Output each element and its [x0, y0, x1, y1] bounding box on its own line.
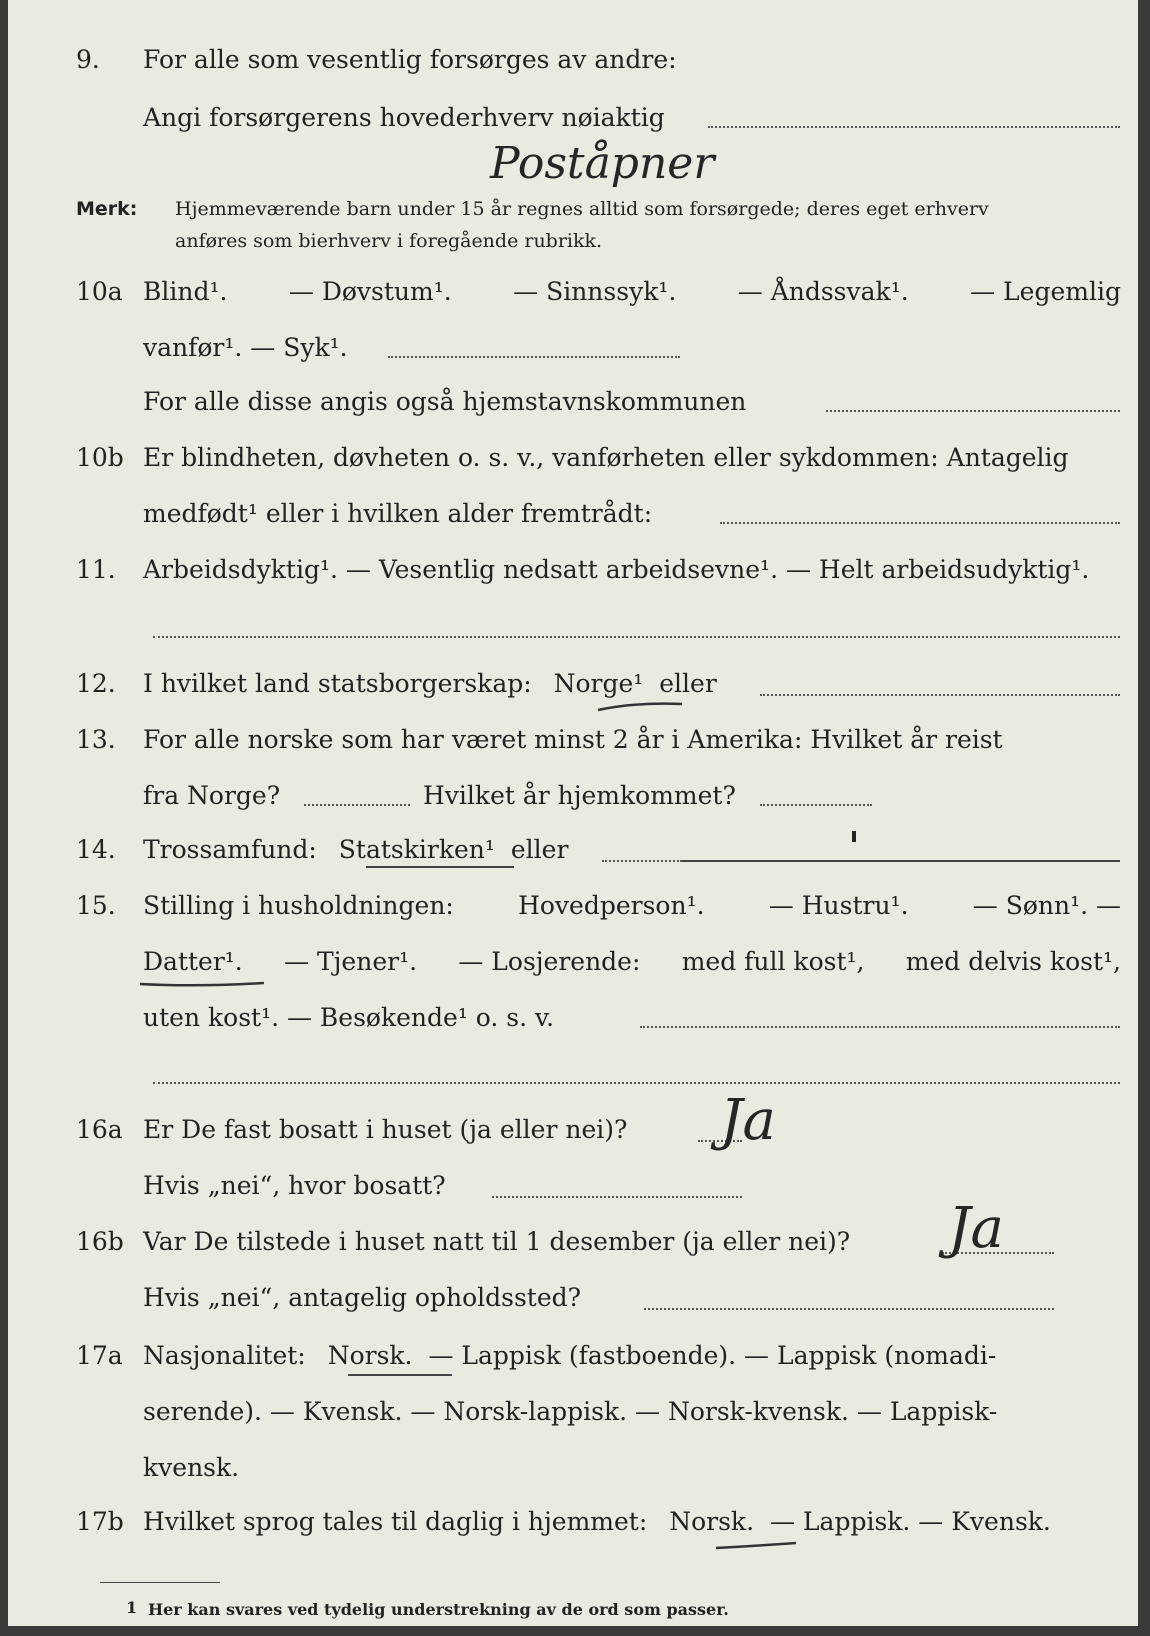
- q17b-options: — Lappisk. — Kvensk.: [769, 1507, 1051, 1536]
- q14-question: Trossamfund:: [143, 835, 317, 864]
- q12-number: 12.: [76, 669, 116, 698]
- merk-line1: Hjemmeværende barn under 15 år regnes alltid som forsørgede; deres eget erhverv: [175, 198, 989, 220]
- option-full-kost: med full kost¹,: [681, 947, 865, 976]
- q14-answer-line: [682, 860, 1120, 862]
- q16b-handwritten-answer: Ja: [948, 1196, 1004, 1261]
- q13-number: 13.: [76, 725, 116, 754]
- option-andssvak: — Åndssvak¹.: [737, 277, 909, 306]
- q17b-norsk: Norsk.: [669, 1507, 755, 1536]
- q9-line1: [8, 38, 1138, 82]
- q16a-handwritten-answer: Ja: [720, 1088, 776, 1153]
- q17a-text: [143, 1334, 996, 1378]
- q17b-text: [143, 1500, 1051, 1544]
- q13-reist: fra Norge?: [143, 781, 281, 810]
- q10a-vanfor-syk: vanfør¹. — Syk¹.: [143, 333, 348, 362]
- q10a-line3: [8, 380, 1138, 424]
- q9-text: For alle som vesentlig forsørges av andre:: [143, 45, 677, 74]
- q14-eller: eller: [510, 835, 569, 864]
- q13-hjemkommet: Hvilket år hjemkommet?: [423, 781, 736, 810]
- option-hovedperson: Hovedperson¹.: [518, 891, 705, 920]
- q10b-line2: [8, 492, 1138, 536]
- option-legemlig: — Legemlig: [970, 277, 1121, 306]
- q14-answer-line-dotted: [602, 860, 682, 862]
- q15-line3: [8, 996, 1138, 1040]
- q15-line1: [8, 884, 1138, 928]
- q12-norge: Norge¹: [553, 669, 644, 698]
- option-blind: Blind¹.: [143, 277, 228, 306]
- q14-line1: [8, 828, 1138, 872]
- q10a-line2: [8, 326, 1138, 370]
- q15-question: Stilling i husholdningen:: [143, 891, 454, 920]
- q14-underline: [366, 866, 514, 868]
- q10b-number: 10b: [76, 443, 124, 472]
- q10a-options: [143, 270, 1121, 314]
- q10a-hjemstavn: For alle disse angis også hjemstavnskommunen: [143, 387, 747, 416]
- q17b-number: 17b: [76, 1507, 124, 1536]
- q16b-text: Var De tilstede i huset natt til 1 desember (ja eller nei)?: [143, 1227, 851, 1256]
- q9-answer-line: [708, 126, 1120, 128]
- q15-number: 15.: [76, 891, 116, 920]
- q11-line1: [8, 548, 1138, 592]
- q16b-line2: [8, 1276, 1138, 1320]
- q16b-number: 16b: [76, 1227, 124, 1256]
- q10a-line1: [8, 270, 1138, 314]
- option-delvis-kost: med delvis kost¹,: [905, 947, 1121, 976]
- q16a-hvor-bosatt: Hvis „nei“, hvor bosatt?: [143, 1171, 446, 1200]
- q17a-options-3: kvensk.: [143, 1453, 240, 1482]
- q12-handwritten-underline: [596, 700, 686, 714]
- option-losjerende: — Losjerende:: [458, 947, 641, 976]
- q17a-norsk: Norsk.: [327, 1341, 413, 1370]
- q15-options-2: [143, 940, 1121, 984]
- q10a-answer-line: [388, 356, 680, 358]
- census-form-page: [8, 0, 1138, 1626]
- q16b-opholdssted: Hvis „nei“, antagelig opholdssted?: [143, 1283, 582, 1312]
- q10b-answer-line: [720, 522, 1120, 524]
- q15-extra-line: [153, 1082, 1120, 1084]
- q15-answer-line: [640, 1026, 1120, 1028]
- q17a-options-2: serende). — Kvensk. — Norsk-lappisk. — Norsk-kvensk. — Lappisk-: [143, 1397, 998, 1426]
- q10b-text: Er blindheten, døvheten o. s. v., vanførheten eller sykdommen: Antagelig: [143, 443, 1069, 472]
- option-hustru: — Hustru¹.: [768, 891, 909, 920]
- q9-handwritten-answer: Poståpner: [490, 138, 715, 189]
- q12-question: I hvilket land statsborgerskap:: [143, 669, 532, 698]
- q17a-number: 17a: [76, 1341, 123, 1370]
- q17a-line2: [8, 1390, 1138, 1434]
- q12-answer-line: [760, 694, 1120, 696]
- q16a-text: Er De fast bosatt i huset (ja eller nei)?: [143, 1115, 628, 1144]
- q9-number: 9.: [76, 45, 100, 74]
- option-datter: Datter¹.: [143, 947, 243, 976]
- option-tjener: — Tjener¹.: [284, 947, 418, 976]
- q14-number: 14.: [76, 835, 116, 864]
- q13-hjemkommet-line: [760, 804, 872, 806]
- q10a-number: 10a: [76, 277, 123, 306]
- q9-line2: [8, 96, 1138, 140]
- q17a-question: Nasjonalitet:: [143, 1341, 306, 1370]
- q17a-options: — Lappisk (fastboende). — Lappisk (nomadi-: [428, 1341, 997, 1370]
- q9-provider-label: Angi forsørgerens hovederhverv nøiaktig: [143, 103, 665, 132]
- q11-answer-line: [153, 636, 1120, 638]
- q10b-medfodt: medfødt¹ eller i hvilken alder fremtrådt:: [143, 499, 653, 528]
- q13-line2: [8, 774, 1138, 818]
- footnote-mark: 1: [126, 1598, 138, 1617]
- q17b-line1: [8, 1500, 1138, 1544]
- q14-statskirken: Statskirken¹: [338, 835, 495, 864]
- footnote-text: Her kan svares ved tydelig understrekning av de ord som passer.: [148, 1600, 729, 1619]
- q14-ink-mark: [850, 830, 858, 844]
- q17b-handwritten-underline: [714, 1540, 800, 1552]
- q11-number: 11.: [76, 555, 116, 584]
- q11-text: Arbeidsdyktig¹. — Vesentlig nedsatt arbeidsevne¹. — Helt arbeidsudyktig¹.: [143, 555, 1090, 584]
- option-sonn: — Sønn¹. —: [972, 891, 1121, 920]
- q10a-hjemstavn-line: [826, 410, 1120, 412]
- merk-label: Merk:: [76, 198, 138, 220]
- q17a-line1: [8, 1334, 1138, 1378]
- q17a-line3: [8, 1446, 1138, 1490]
- q13-line1: [8, 718, 1138, 762]
- q16a-bosatt-line: [492, 1196, 742, 1198]
- q17b-question: Hvilket sprog tales til daglig i hjemmet:: [143, 1507, 648, 1536]
- merk-line2: anføres som bierhverv i foregående rubrikk.: [175, 230, 603, 252]
- q13-text: For alle norske som har været minst 2 år i Amerika: Hvilket år reist: [143, 725, 1003, 754]
- q16a-line1: [8, 1108, 1138, 1152]
- q10b-line1: [8, 436, 1138, 480]
- q15-besokende: uten kost¹. — Besøkende¹ o. s. v.: [143, 1003, 555, 1032]
- q16b-opholdssted-line: [644, 1308, 1054, 1310]
- q16a-number: 16a: [76, 1115, 123, 1144]
- q12-line1: [8, 662, 1138, 706]
- q13-reist-line: [304, 804, 410, 806]
- option-sinnssyk: — Sinnssyk¹.: [513, 277, 677, 306]
- footnote-rule: [100, 1582, 220, 1583]
- q17a-underline: [348, 1374, 452, 1376]
- option-dovstum: — Døvstum¹.: [288, 277, 452, 306]
- q15-options: [143, 884, 1121, 928]
- q12-eller: eller: [659, 669, 717, 698]
- q15-handwritten-underline: [138, 978, 268, 990]
